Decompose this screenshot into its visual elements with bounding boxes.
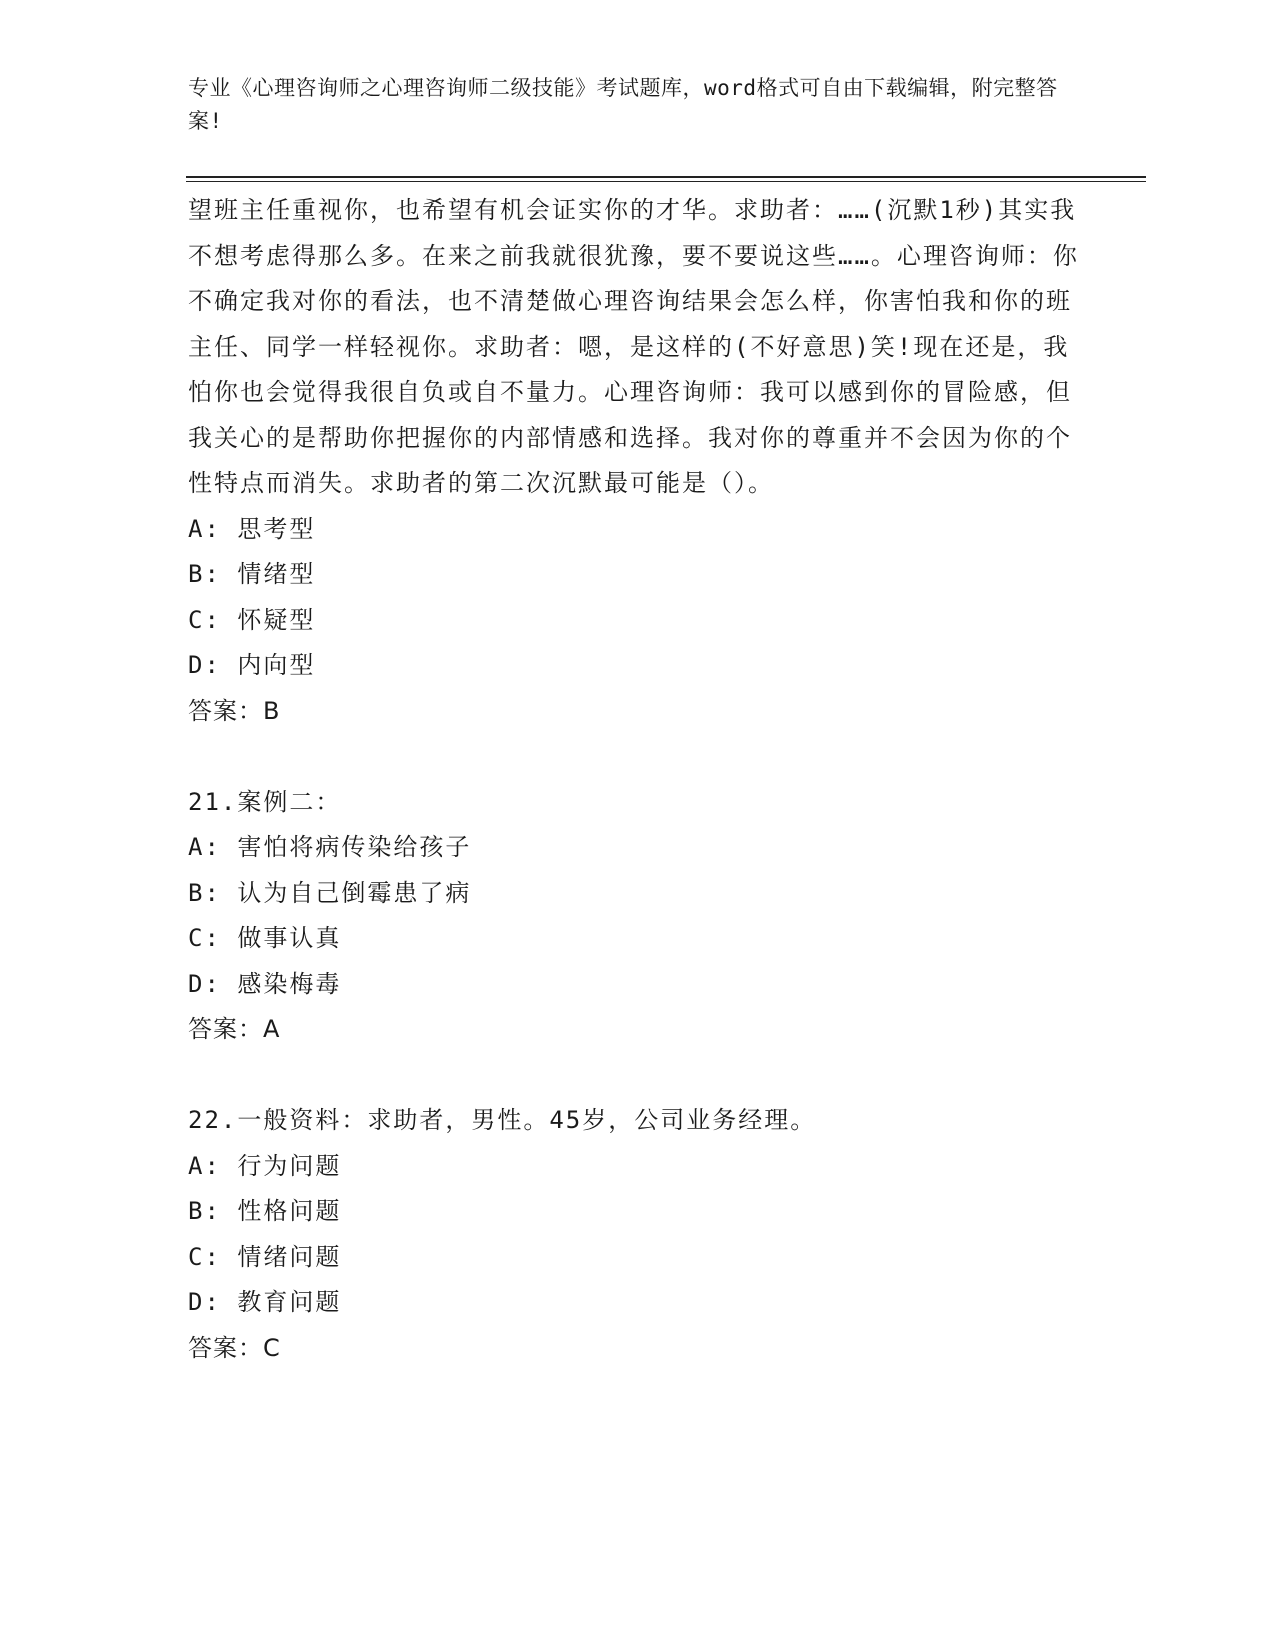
spacer — [188, 1053, 1088, 1099]
header-rule-thick — [186, 176, 1146, 178]
option-d: D: 感染梅毒 — [188, 969, 342, 998]
option-c: C: 做事认真 — [188, 924, 342, 952]
answer-line: 答案：A — [188, 1015, 281, 1043]
question-22 — [188, 1098, 1088, 1371]
question-stem: 望班主任重视你，也希望有机会证实你的才华。求助者：……(沉默1秒)其实我不想考虑得那么多。在来之前我就很犹豫，要不要说这些……。心理咨询师：你不确定我对你的看法，也不清楚做心理咨询结果会怎么样，你害怕我和你的班主任、同学一样轻视你。求助者：嗯，是这样的(不好意思)笑!现在还是，我怕你也会觉得我很自负或自不量力。心理咨询师：我可以感到你的冒险感，但我关心的是帮助你把握你的内部情感和选择。我对你的尊重并不会因为你的个性特点而消失。求助者的第二次沉默最可能是（）。 — [188, 196, 1079, 497]
answer-line: 答案：B — [188, 696, 281, 725]
question-21 — [188, 780, 1088, 1053]
option-b: B: 性格问题 — [188, 1197, 342, 1225]
option-a: A: 思考型 — [188, 514, 316, 543]
spacer — [188, 734, 1088, 780]
option-d: D: 内向型 — [188, 651, 316, 679]
question-title: 22.一般资料：求助者，男性。45岁，公司业务经理。 — [188, 1106, 817, 1134]
question-20 — [188, 188, 1088, 734]
header-rule-thin — [186, 181, 1146, 182]
document-header: 专业《心理咨询师之心理咨询师二级技能》考试题库，word格式可自由下载编辑，附完整答案! — [188, 76, 1058, 133]
option-a: A: 害怕将病传染给孩子 — [188, 833, 472, 861]
question-title: 21.案例二： — [188, 787, 342, 816]
option-b: B: 认为自己倒霉患了病 — [188, 878, 472, 907]
option-b: B: 情绪型 — [188, 560, 316, 588]
document-body — [188, 188, 1088, 1371]
option-c: C: 情绪问题 — [188, 1242, 342, 1271]
option-c: C: 怀疑型 — [188, 605, 316, 634]
answer-line: 答案：C — [188, 1333, 281, 1362]
option-a: A: 行为问题 — [188, 1151, 342, 1180]
option-d: D: 教育问题 — [188, 1288, 342, 1316]
